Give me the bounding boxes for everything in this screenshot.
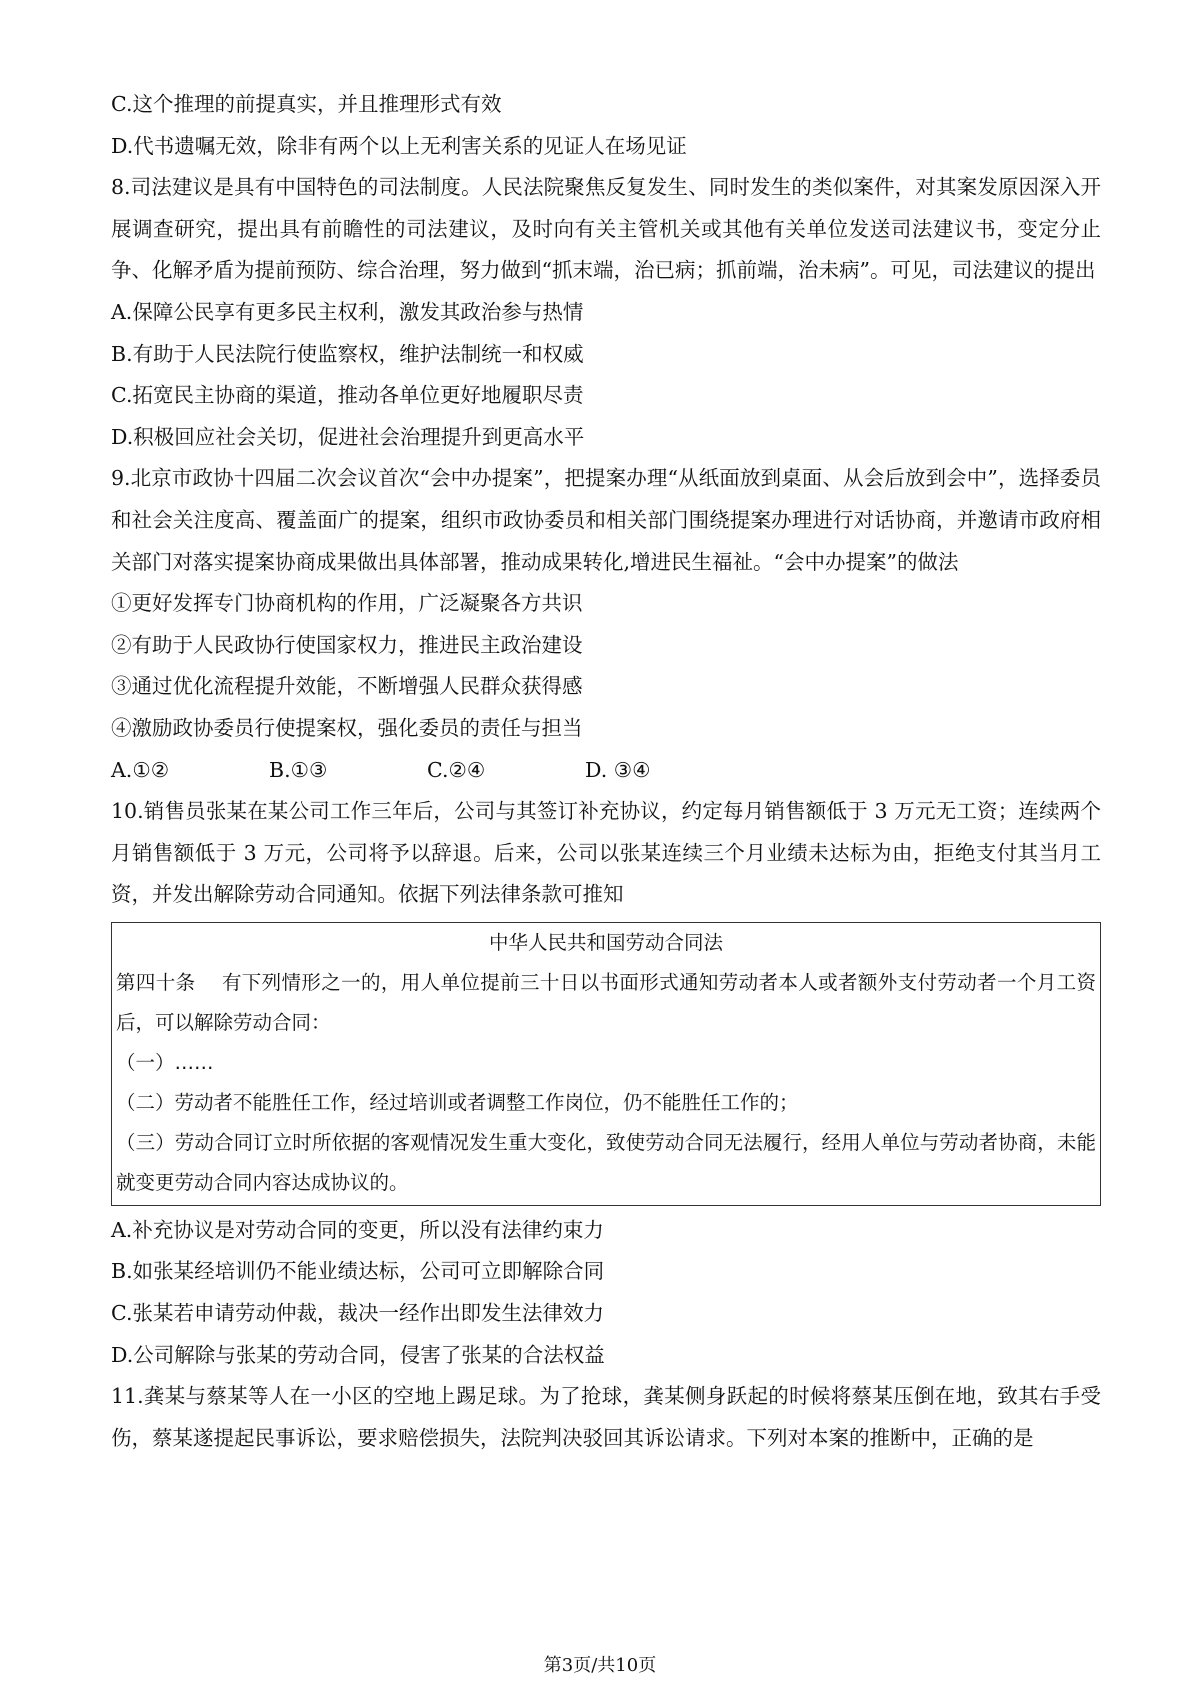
q9-option-c: C.②④ [427,757,486,782]
page-number: 第3页/共10页 [543,1655,657,1676]
document-page [111,84,1101,1459]
law-article: 第四十条 有下列情形之一的，用人单位提前三十日以书面形式通知劳动者本人或者额外支付劳动者一个月工资后，可以解除劳动合同： [116,970,1096,1034]
q10-option-b: B.如张某经培训仍不能业绩达标，公司可立即解除合同 [111,1259,605,1284]
law-excerpt-box [111,922,1101,1206]
q11-stem: 11.龚某与蔡某等人在一小区的空地上踢足球。为了抢球，龚某侧身跃起的时候将蔡某压倒在地，致其右手受伤，蔡某遂提起民事诉讼，要求赔偿损失，法院判决驳回其诉讼请求。下列对本案的推断中，正确的是 [111,1384,1101,1450]
law-item-1: （一）…… [116,1050,214,1074]
q9-options [111,750,1101,792]
q10-stem: 10.销售员张某在某公司工作三年后，公司与其签订补充协议，约定每月销售额低于 3 万元无工资；连续两个月销售额低于 3 万元，公司将予以辞退。后来，公司以张某连续三个月业绩未达标为由，拒绝支付其当月工资，并发出解除劳动合同通知。依据下列法律条款可推知 [111,799,1101,907]
q10-option-d: D.公司解除与张某的劳动合同，侵害了张某的合法权益 [111,1342,605,1367]
q9-item-2: ②有助于人民政协行使国家权力，推进民主政治建设 [111,632,583,657]
q9-item-4: ④激励政协委员行使提案权，强化委员的责任与担当 [111,715,583,740]
q9-stem: 9.北京市政协十四届二次会议首次“会中办提案”，把提案办理“从纸面放到桌面、从会后放到会中”，选择委员和社会关注度高、覆盖面广的提案，组织市政协委员和相关部门围绕提案办理进行对话协商，并邀请市政府相关部门对落实提案协商成果做出具体部署，推动成果转化,增进民生福祉。“会中办提案”的做法 [111,466,1101,574]
q8-option-b: B.有助于人民法院行使监察权，维护法制统一和权威 [111,341,584,366]
q10-option-a: A.补充协议是对劳动合同的变更，所以没有法律约束力 [111,1217,604,1242]
q9-option-d: D. ③④ [585,757,651,782]
q8-option-a: A.保障公民享有更多民主权利，激发其政治参与热情 [111,299,584,324]
q9-item-3: ③通过优化流程提升效能，不断增强人民群众获得感 [111,674,583,699]
q9-option-a: A.①② [111,757,170,782]
q9-option-b: B.①③ [269,757,328,782]
q10-option-c: C.张某若申请劳动仲裁，裁决一经作出即发生法律效力 [111,1301,604,1326]
q8-option-c: C.拓宽民主协商的渠道，推动各单位更好地履职尽责 [111,383,584,408]
law-item-3: （三）劳动合同订立时所依据的客观情况发生重大变化，致使劳动合同无法履行，经用人单位与劳动者协商，未能就变更劳动合同内容达成协议的。 [116,1130,1096,1194]
q8-stem: 8.司法建议是具有中国特色的司法制度。人民法院聚焦反复发生、同时发生的类似案件，对其案发原因深入开展调查研究，提出具有前瞻性的司法建议，及时向有关主管机关或其他有关单位发送司法建议书，变定分止争、化解矛盾为提前预防、综合治理，努力做到“抓末端，治已病；抓前端，治未病”。可见，司法建议的提出 [111,175,1101,283]
law-item-2: （二）劳动者不能胜任工作，经过培训或者调整工作岗位，仍不能胜任工作的； [116,1090,799,1114]
q7-option-d: D.代书遗嘱无效，除非有两个以上无利害关系的见证人在场见证 [111,133,687,158]
law-title: 中华人民共和国劳动合同法 [488,930,723,954]
q8-option-d: D.积极回应社会关切，促进社会治理提升到更高水平 [111,424,585,449]
q9-item-1: ①更好发挥专门协商机构的作用，广泛凝聚各方共识 [111,591,583,616]
q7-option-c: C.这个推理的前提真实，并且推理形式有效 [111,92,502,116]
